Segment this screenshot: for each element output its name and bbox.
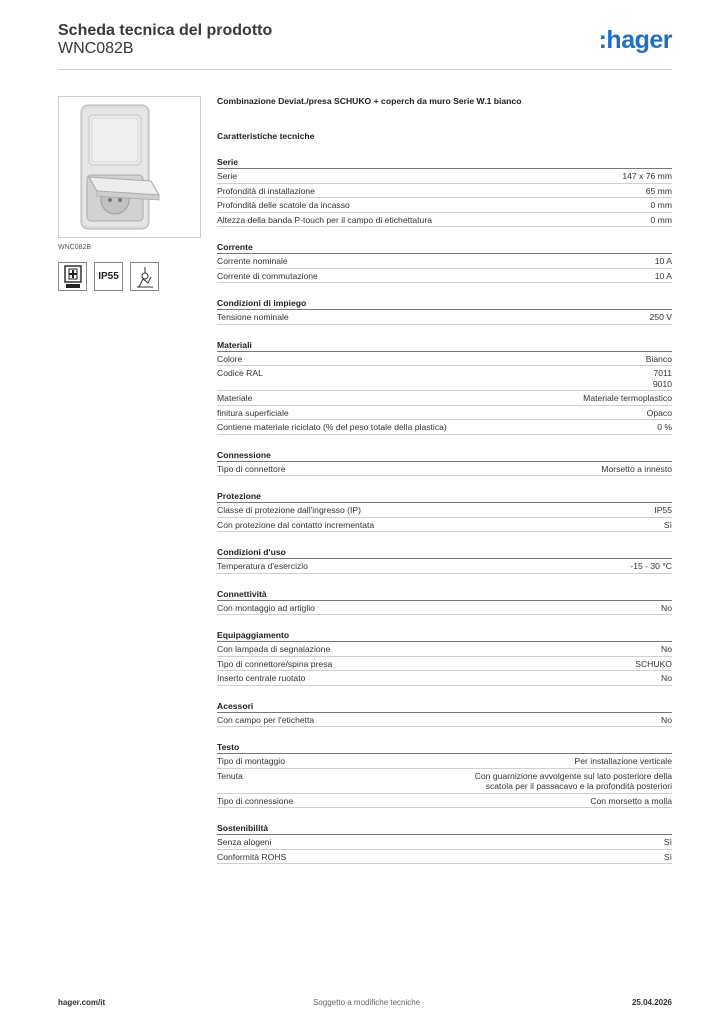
spec-label: Senza alogeni [217, 837, 272, 847]
spec-group-title: Protezione [217, 490, 672, 503]
spec-row [217, 835, 672, 850]
spec-group [217, 822, 672, 864]
spec-value: Opaco [646, 407, 672, 418]
class-ii-icon [58, 262, 87, 291]
spec-group [217, 546, 672, 574]
spec-group-title: Connettività [217, 588, 672, 601]
spec-value: 10 A [654, 256, 672, 266]
spec-row [217, 601, 672, 616]
spec-group [217, 449, 672, 477]
spec-group-title: Condizioni di impiego [217, 297, 672, 310]
ip55-icon: IP55 [94, 262, 123, 291]
spec-row [217, 198, 672, 213]
footer-date: 25.04.2026 [631, 998, 672, 1007]
spec-label: Con montaggio ad artiglio [217, 602, 315, 613]
spec-row [217, 420, 672, 435]
spec-value: No [661, 644, 672, 654]
product-photo-icon [59, 97, 200, 237]
spec-row [217, 269, 672, 284]
spec-value: Bianco [645, 353, 672, 364]
spec-row [217, 169, 672, 184]
spec-row [217, 794, 672, 809]
spec-value: No [661, 673, 672, 683]
spec-group-title: Connessione [217, 449, 672, 462]
spec-label: Tenuta [217, 770, 243, 781]
spec-value: No [661, 602, 672, 613]
spec-row [217, 518, 672, 533]
spec-group-title: Corrente [217, 241, 672, 254]
spec-row [217, 462, 672, 477]
spec-row [217, 352, 672, 367]
spec-row [217, 213, 672, 228]
spec-row [217, 406, 672, 421]
spec-row [217, 559, 672, 574]
spec-value: Con morsetto a molla [590, 795, 672, 806]
spec-value: 250 V [649, 312, 672, 322]
page-header [58, 22, 672, 70]
spec-value: Sì [663, 837, 672, 847]
spec-group-title: Materiali [217, 339, 672, 352]
spec-label: Con lampada di segnalazione [217, 644, 331, 654]
spec-row [217, 769, 672, 794]
document-title: Scheda tecnica del prodotto [58, 22, 273, 39]
product-image [58, 96, 201, 238]
spec-group-title: Acessori [217, 700, 672, 713]
install-icon [130, 262, 159, 291]
spec-group [217, 700, 672, 728]
spec-label: Con protezione dal contatto incrementata [217, 519, 375, 530]
spec-value: 10 A [654, 270, 672, 281]
footer-note: Soggetto a modifiche tecniche [313, 998, 421, 1007]
spec-label: Profondità di installazione [217, 185, 315, 196]
spec-row [217, 366, 672, 391]
spec-group-title: Condizioni d'uso [217, 546, 672, 559]
spec-group [217, 339, 672, 435]
spec-label: Tipo di connessione [217, 795, 294, 806]
spec-value: 0 % [657, 422, 672, 432]
specs-content [217, 95, 672, 864]
spec-value: 0 mm [650, 200, 672, 210]
spec-label: Con campo per l'etichetta [217, 714, 315, 725]
spec-label: Altezza della banda P-touch per il campo di etichettatura [217, 214, 432, 225]
spec-label: Contiene materiale riciclato (% del peso totale della plastica) [217, 422, 447, 432]
spec-label: Materiale [217, 393, 253, 403]
spec-label: Tipo di montaggio [217, 756, 285, 766]
spec-row [217, 671, 672, 686]
spec-label: Colore [217, 353, 243, 364]
spec-value: Sì [663, 519, 672, 530]
spec-label: Classe di protezione dall'ingresso (IP) [217, 505, 361, 515]
spec-group [217, 490, 672, 532]
spec-value: Sì [663, 851, 672, 862]
spec-value: 147 x 76 mm [622, 171, 672, 181]
spec-group-title: Testo [217, 741, 672, 754]
image-caption: WNC082B [58, 244, 92, 251]
spec-row [217, 310, 672, 325]
spec-value: 7011 9010 [652, 368, 672, 389]
spec-row [217, 503, 672, 518]
spec-value: Per installazione verticale [574, 756, 672, 766]
product-description: Combinazione Deviat./presa SCHUKO + coperch da muro Serie W.1 bianco [217, 96, 522, 106]
spec-row [217, 754, 672, 769]
spec-row [217, 391, 672, 406]
spec-group-title: Equipaggiamento [217, 629, 672, 642]
spec-value: SCHUKO [635, 658, 672, 669]
spec-row [217, 642, 672, 657]
spec-value: IP55 [654, 505, 672, 515]
spec-label: Serie [217, 171, 238, 181]
spec-value: Materiale termoplastico [583, 393, 672, 403]
spec-group-title: Sostenibilità [217, 822, 672, 835]
spec-value: Con guarnizione avvolgente sul lato posteriore della scatola per il passacavo e la profondità posteriori [474, 770, 672, 791]
spec-label: finitura superficiale [217, 407, 289, 418]
product-code: WNC082B [58, 40, 134, 57]
spec-row [217, 850, 672, 865]
spec-group [217, 297, 672, 325]
hager-logo: :hager [598, 26, 672, 54]
spec-row [217, 254, 672, 269]
spec-row [217, 657, 672, 672]
spec-group [217, 156, 672, 227]
spec-label: Profondità delle scatole da incasso [217, 200, 350, 210]
spec-label: Temperatura d'esercizio [217, 561, 308, 571]
spec-value: Morsetto a innesto [601, 463, 672, 474]
spec-group-title: Serie [217, 156, 672, 169]
spec-row [217, 184, 672, 199]
spec-group [217, 241, 672, 283]
spec-label: Conformità ROHS [217, 851, 287, 862]
spec-value: -15 - 30 °C [630, 561, 672, 571]
certification-icons [58, 262, 159, 291]
spec-group [217, 629, 672, 686]
spec-label: Codice RAL [217, 368, 263, 378]
spec-label: Inserto centrale ruotato [217, 673, 306, 683]
spec-label: Tensione nominale [217, 312, 289, 322]
footer-website[interactable]: hager.com/it [58, 998, 106, 1007]
spec-row [217, 713, 672, 728]
spec-value: 0 mm [650, 214, 672, 225]
spec-value: 65 mm [645, 185, 672, 196]
spec-group [217, 741, 672, 808]
spec-label: Tipo di connettore/spina presa [217, 658, 333, 669]
spec-value: No [661, 714, 672, 725]
spec-groups [217, 156, 672, 864]
spec-group [217, 588, 672, 616]
spec-label: Corrente nominale [217, 256, 288, 266]
spec-label: Corrente di commutazione [217, 270, 318, 281]
section-title: Caratteristiche tecniche [217, 131, 315, 141]
spec-label: Tipo di connettore [217, 463, 286, 474]
